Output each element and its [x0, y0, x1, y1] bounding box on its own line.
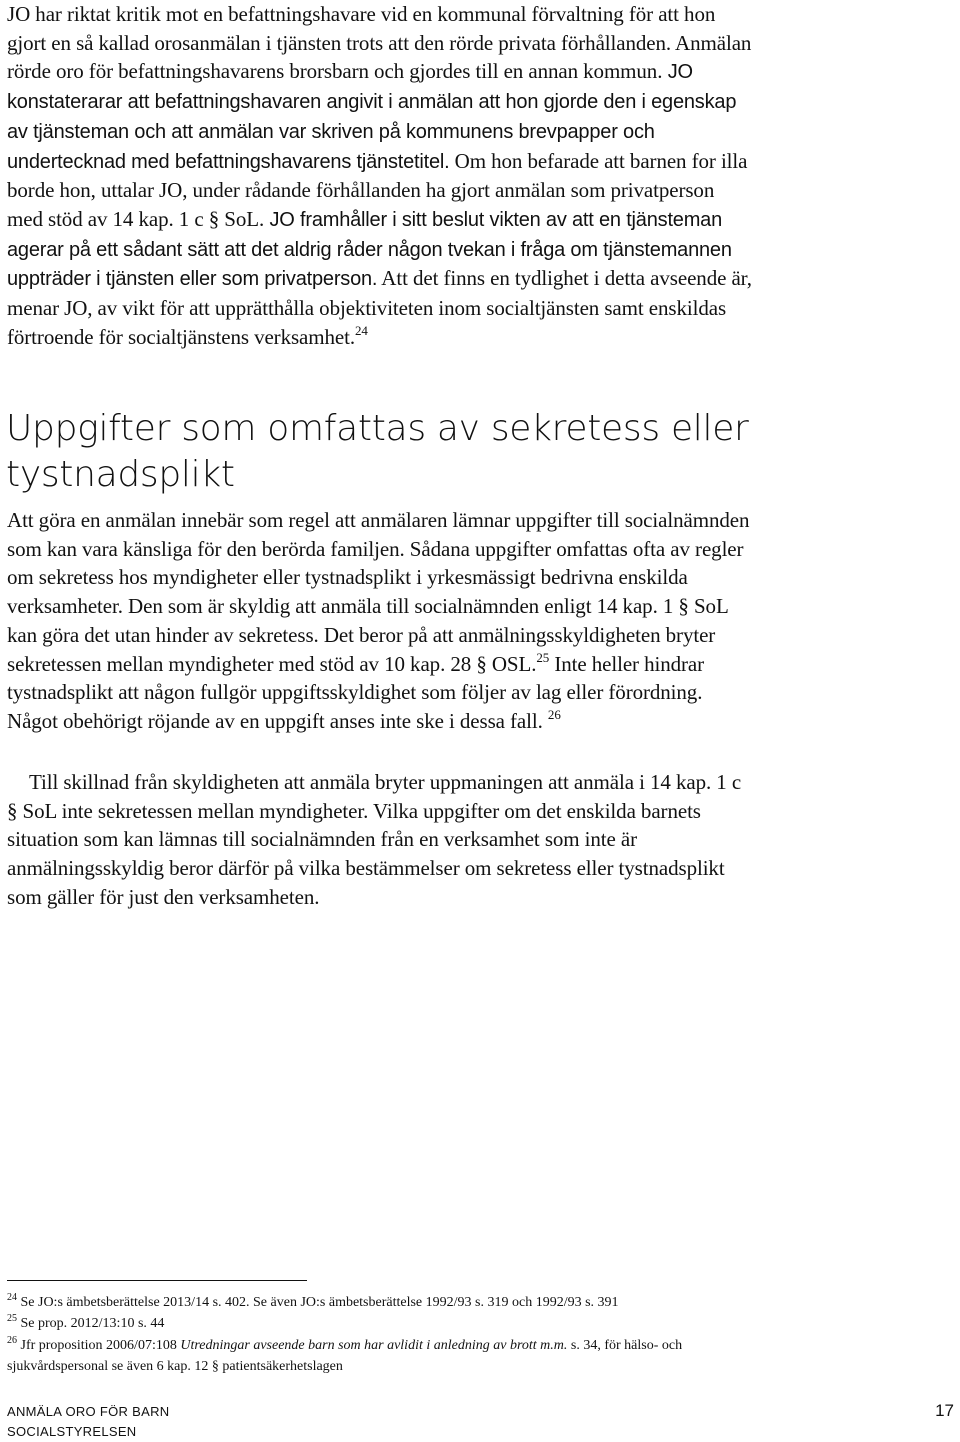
- page-number: 17: [935, 1401, 954, 1420]
- footnote: [7, 1313, 752, 1334]
- section-heading: Uppgifter som omfattas av sekretess eller tystnadsplikt: [6, 408, 749, 495]
- paragraph-text: JO framhåller i sitt beslut vikten av att en tjänsteman agerar på ett sådant sätt att det aldrig råder någon tvekan i fråga om tjänstemannen uppträder i tjänsten eller som privatperson.: [7, 208, 732, 291]
- footnote-title: Utredningar avseende barn som har avlidit i anledning av brott m.m.: [180, 1338, 568, 1353]
- paragraph-text: Inte heller hindrar tystnadsplikt att någon fullgör uppgiftsskyldighet som följer av lag eller förordning. Något obehörigt röjande av en uppgift anses inte ske i dessa fall.: [7, 651, 705, 733]
- footnote-text: Se prop. 2012/13:10 s. 44: [20, 1316, 165, 1331]
- body-paragraph: Till skillnad från skyldigheten att anmäla bryter uppmaningen att anmäla i 14 kap. 1 c § SoL inte sekretessen mellan myndigheter. Vilka uppgifter om det enskilda barnets situation som kan lämnas till socialnämnden från en verksamhet som inte är anmälningsskyldig beror därför på vilka bestämmelser om sekretess eller tystnadsplikt som gäller för just den verksamheten.: [7, 770, 742, 909]
- footnote-number: 25: [7, 1313, 17, 1324]
- footnote-ref[interactable]: 25: [536, 649, 550, 665]
- body-paragraph: [7, 0, 755, 351]
- footer-publisher: SOCIALSTYRELSEN: [7, 1424, 137, 1439]
- paragraph-text: JO har riktat kritik mot en befattningshavare vid en kommunal förvaltning för att hon gjort en så kallad orosanmälan i tjänsten trots att den rörde privata förhållanden. Anmälan rörde oro för befattningshavarens brorsbarn och gjordes till en annan kommun.: [7, 2, 752, 84]
- body-paragraph: [7, 506, 755, 736]
- footnote-ref[interactable]: 26: [547, 706, 561, 722]
- footnote-number: 24: [7, 1292, 17, 1303]
- footnote: [7, 1292, 752, 1313]
- footnote: [7, 1335, 752, 1377]
- page-footer: [7, 1402, 169, 1442]
- footnote-ref[interactable]: 24: [355, 322, 368, 338]
- footer-title: ANMÄLA ORO FÖR BARN: [7, 1404, 170, 1419]
- footnote-text: s. 34, för hälso- och sjukvårdspersonal se även 6 kap. 12 § patientsäkerhetslagen: [7, 1338, 683, 1374]
- paragraph-text: Om hon befarade att barnen for illa borde hon, uttalar JO, under rådande förhållanden ha gjort anmälan som privatperson med stöd av 14 kap. 1 c § SoL.: [7, 148, 748, 231]
- paragraph-text: JO konstaterarar att befattningshavaren angivit i anmälan att hon gjorde den i egenskap av tjänsteman och att anmälan var skriven på kommunens brevpapper och undertecknad med befattningshavarens tjänstetitel.: [7, 61, 737, 173]
- footnote-text: Se JO:s ämbetsberättelse 2013/14 s. 402. Se även JO:s ämbetsberättelse 1992/93 s. 319 och 1992/93 s. 391: [20, 1295, 619, 1310]
- footnote-divider: [7, 1280, 307, 1281]
- paragraph-text: Att göra en anmälan innebär som regel att anmälaren lämnar uppgifter till socialnämnden som kan vara känsliga för den berörda familjen. Sådana uppgifter omfattas ofta av regler om sekretess hos myndigheter eller tystnadsplikt i yrkesmässigt bedrivna enskilda verksamheter. Den som är skyldig att anmäla till socialnämnden enligt 14 kap. 1 § SoL kan göra det utan hinder av sekretess. Det beror på att anmälningsskyldigheten bryter sekretessen mellan myndigheter med stöd av 10 kap. 28 § OSL.: [7, 508, 750, 676]
- paragraph-text: Att det finns en tydlighet i detta avseende är, menar JO, av vikt för att upprätthålla objektiviteten inom socialtjänsten samt enskildas förtroende för socialtjänstens verksamhet.: [7, 266, 752, 349]
- footnote-number: 26: [7, 1335, 17, 1346]
- footnote-text: Jfr proposition 2006/07:108: [20, 1338, 181, 1353]
